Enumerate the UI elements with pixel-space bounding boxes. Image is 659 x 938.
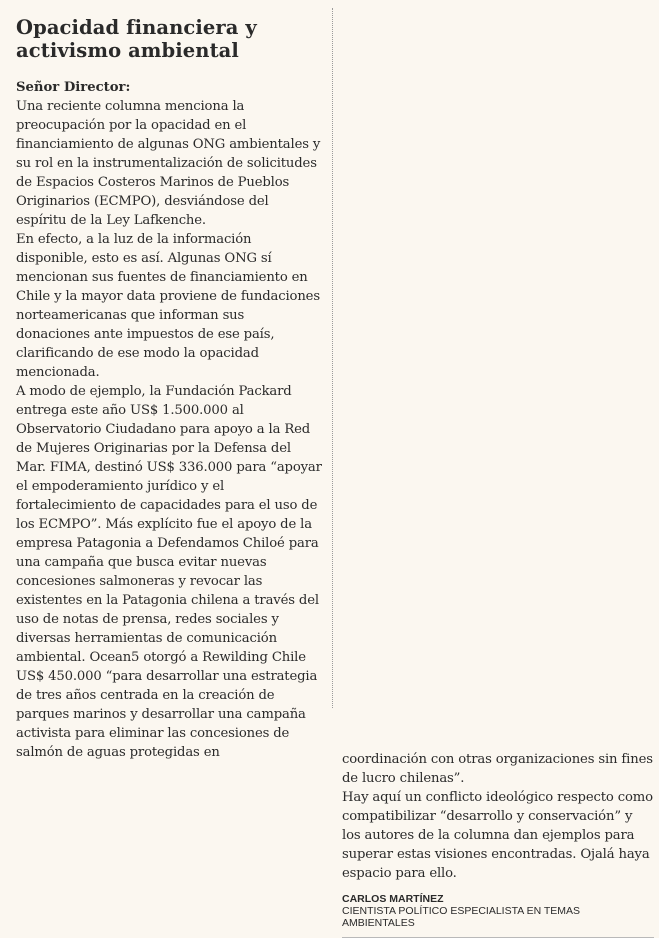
author-title: CIENTISTA POLÍTICO ESPECIALISTA EN TEMAS AMBIENTALES	[342, 905, 581, 929]
signature-block	[342, 893, 654, 938]
letter-paragraph-3: A modo de ejemplo, la Fundación Packard entrega este año US$ 1.500.000 al Observatorio Ciudadano para apoyo a la Red de Mujeres Originarias por la Defensa del Mar. FIMA, destinó US$ 336.000 para “apoyar el empoderamiento jurídico y el fortalecimiento de capacidades para el uso de los ECMPO”. Más explícito fue el apoyo de la empresa Patagonia a Defendamos Chiloé para una campaña que busca evitar nuevas concesiones salmoneras y revocar las existentes en la Patagonia chilena a través del uso de notas de prensa, redes sociales y diversas herramientas de comunicación ambiental. Ocean5 otorgó a Rewilding Chile US$ 450.000 “para desarrollar una estrategia de tres años centrada en la creación de parques marinos y desarrollar una campaña activista para eliminar las concesiones de salmón de aguas protegidas en	[16, 384, 322, 760]
letter-paragraph-continued: coordinación con otras organizaciones sin fines de lucro chilenas”.	[342, 752, 653, 786]
author-name: CARLOS MARTÍNEZ	[342, 893, 444, 905]
letter-right-column	[342, 750, 654, 938]
letter-title: Opacidad financiera y activismo ambiental	[16, 16, 257, 62]
letter-left-column	[16, 16, 322, 762]
letter-paragraph-1: Una reciente columna menciona la preocupación por la opacidad en el financiamiento de algunas ONG ambientales y su rol en la instrumentalización de solicitudes de Espacios Costeros Marinos de Pueblos Originarios (ECMPO), desviándose del espíritu de la Ley Lafkenche.	[16, 99, 321, 228]
letter-paragraph-4: Hay aquí un conflicto ideológico respecto como compatibilizar “desarrollo y conservación” y los autores de la columna dan ejemplos para superar estas visiones encontradas. Ojalá haya espacio para ello.	[342, 790, 653, 881]
letter-paragraph-2: En efecto, a la luz de la información disponible, esto es así. Algunas ONG sí mencionan sus fuentes de financiamiento en Chile y la mayor data proviene de fundaciones norteamericanas que informan sus donaciones ante impuestos de ese país, clarificando de ese modo la opacidad mencionada.	[16, 232, 320, 380]
letter-salutation: Señor Director:	[16, 80, 131, 95]
column-divider	[332, 8, 333, 708]
